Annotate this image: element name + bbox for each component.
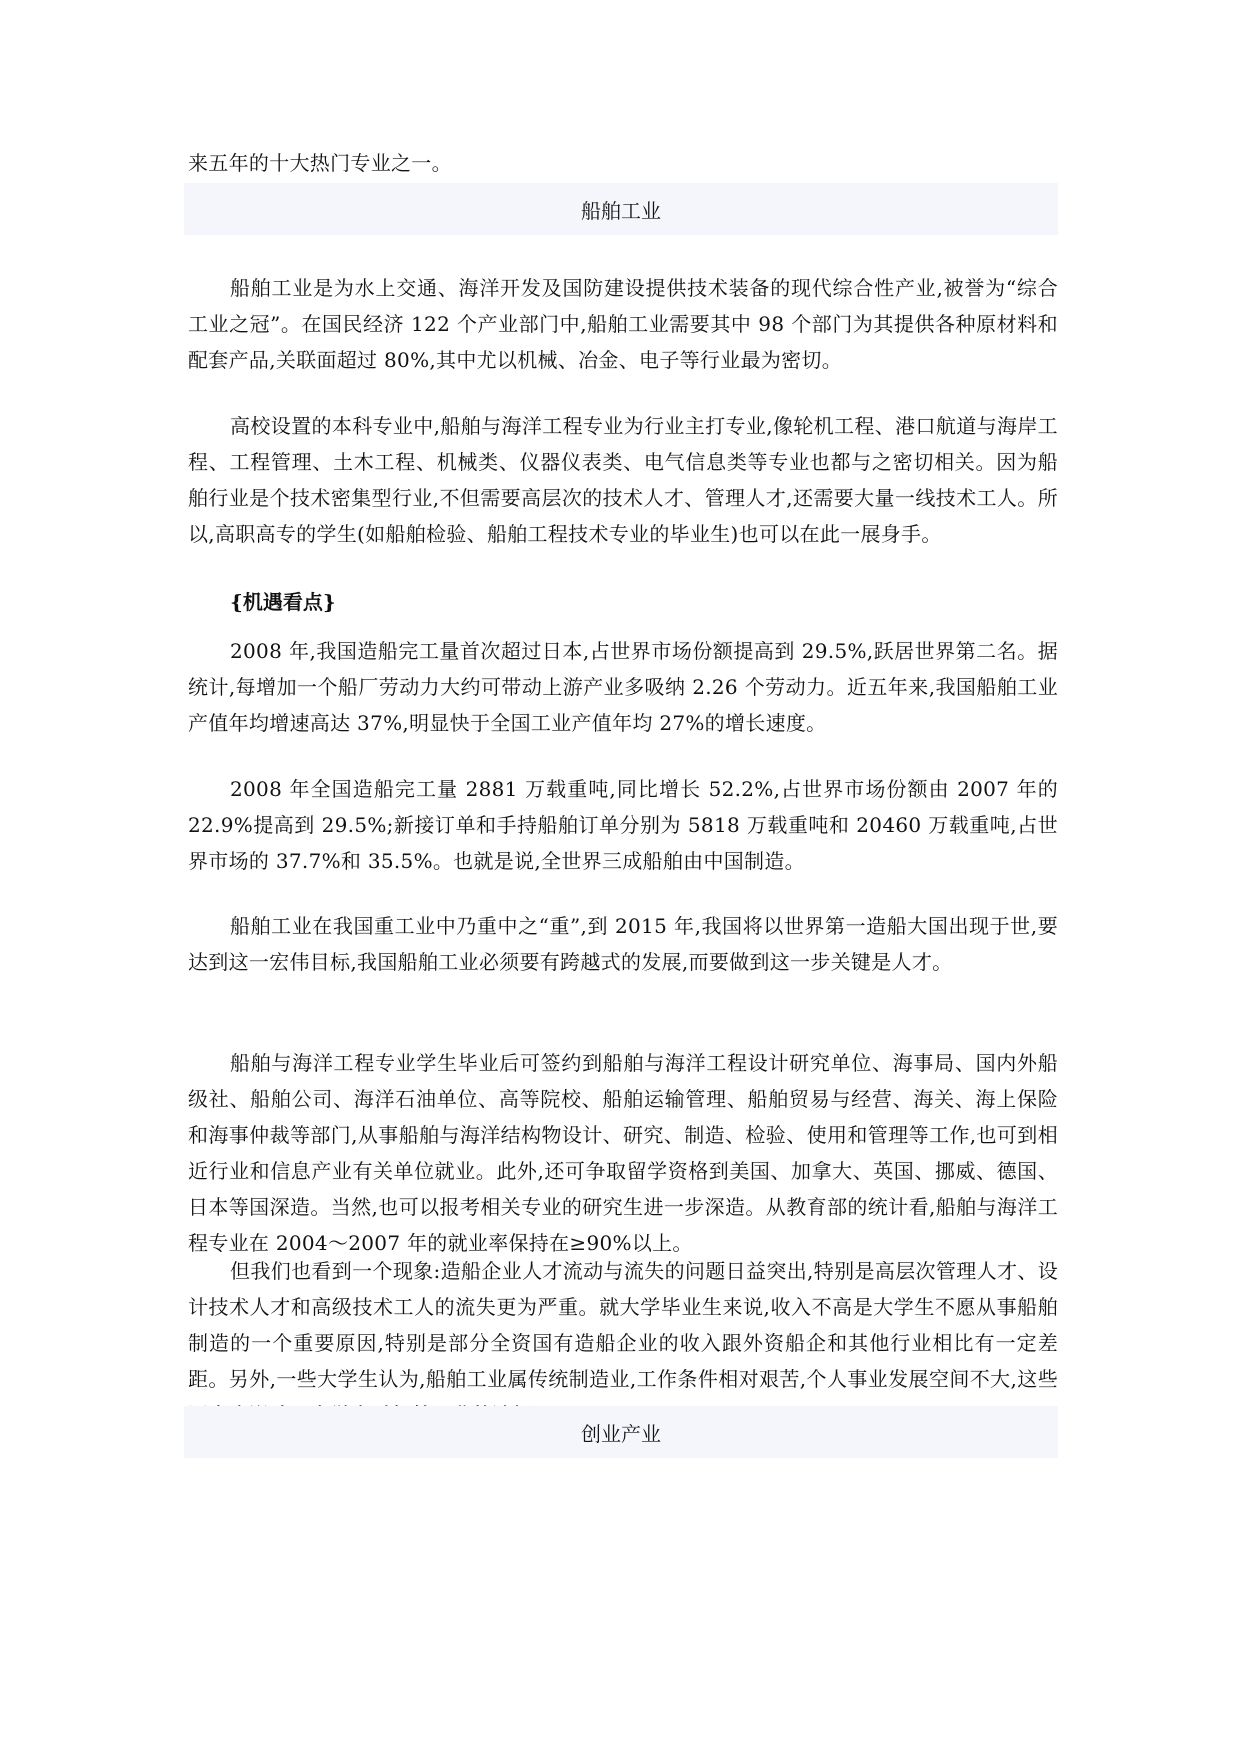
- paragraph-2008-statistics: 2008 年全国造船完工量 2881 万载重吨,同比增长 52.2%,占世界市场份额由 2007 年的 22.9%提高到 29.5%;新接订单和手持船舶订单分别为 5818 万载重吨和 20460 万载重吨,占世界市场的 37.7%和 35.5%。也就是说,全世界三成船舶由中国制造。: [188, 777, 1058, 873]
- section-title-entrepreneurship: 创业产业: [184, 1406, 1058, 1458]
- paragraph-2015-goal: 船舶工业在我国重工业中乃重中之“重”,到 2015 年,我国将以世界第一造船大国出现于世,要达到这一宏伟目标,我国船舶工业必须要有跨越式的发展,而要做到这一步关键是人才。: [188, 914, 1058, 974]
- paragraph-2008-overview: 2008 年,我国造船完工量首次超过日本,占世界市场份额提高到 29.5%,跃居世界第二名。据统计,每增加一个船厂劳动力大约可带动上游产业多吸纳 2.26 个劳动力。近五年来,我国船舶工业产值年均增速高达 37%,明显快于全国工业产值年均 27%的增长速度。: [188, 639, 1058, 735]
- subheading-opportunities: {机遇看点}: [230, 590, 336, 614]
- intro-tail-text: 来五年的十大热门专业之一。: [188, 151, 452, 175]
- paragraph-majors: 高校设置的本科专业中,船舶与海洋工程专业为行业主打专业,像轮机工程、港口航道与海岸工程、工程管理、土木工程、机械类、仪器仪表类、电气信息类等专业也都与之密切相关。因为船舶行业是个技术密集型行业,不但需要高层次的技术人才、管理人才,还需要大量一线技术工人。所以,高职高专的学生(如船舶检验、船舶工程技术专业的毕业生)也可以在此一展身手。: [188, 414, 1058, 546]
- paragraph-employment: 船舶与海洋工程专业学生毕业后可签约到船舶与海洋工程设计研究单位、海事局、国内外船级社、船舶公司、海洋石油单位、高等院校、船舶运输管理、船舶贸易与经营、海关、海上保险和海事仲裁等部门,从事船舶与海洋结构物设计、研究、制造、检验、使用和管理等工作,也可到相近行业和信息产业有关单位就业。此外,还可争取留学资格到美国、加拿大、英国、挪威、德国、日本等国深造。当然,也可以报考相关专业的研究生进一步深造。从教育部的统计看,船舶与海洋工程专业在 2004～2007 年的就业率保持在≥90%以上。: [188, 1051, 1058, 1255]
- paragraph-definition: 船舶工业是为水上交通、海洋开发及国防建设提供技术装备的现代综合性产业,被誉为“综合工业之冠”。在国民经济 122 个产业部门中,船舶工业需要其中 98 个部门为其提供各种原材料和配套产品,关联面超过 80%,其中尤以机械、冶金、电子等行业最为密切。: [188, 276, 1058, 372]
- section-title-shipbuilding: 船舶工业: [184, 183, 1058, 235]
- paragraph-talent-loss: 但我们也看到一个现象:造船企业人才流动与流失的问题日益突出,特别是高层次管理人才、设计技术人才和高级技术工人的流失更为严重。就大学毕业生来说,收入不高是大学生不愿从事船舶制造的一个重要原因,特别是部分全资国有造船企业的收入跟外资船企和其他行业相比有一定差距。另外,一些大学生认为,船舶工业属传统制造业,工作条件相对艰苦,个人事业发展空间不大,这些: [188, 1259, 1058, 1391]
